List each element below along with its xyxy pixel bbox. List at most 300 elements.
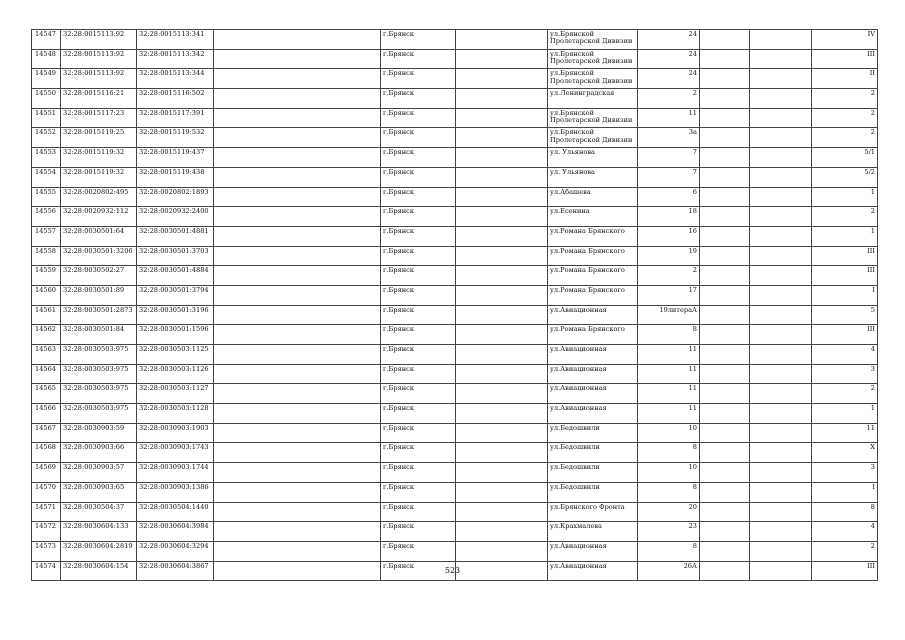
empty-cell (214, 285, 381, 305)
street-cell: ул. Ульянова (548, 167, 638, 187)
street-cell: ул.Есенина (548, 207, 638, 227)
empty-cell (214, 345, 381, 365)
cadastral-number-cell: 32:28:0030503:1126 (137, 364, 214, 384)
apartment-cell: 1 (812, 226, 878, 246)
cadastral-block-cell: 32:28:0030501:2873 (61, 305, 137, 325)
row-number-cell: 14553 (32, 148, 61, 168)
table-row (32, 345, 878, 365)
table-row (32, 404, 878, 424)
empty-cell (750, 502, 812, 522)
row-number-cell: 14550 (32, 89, 61, 109)
cadastral-block-cell: 32:28:0020802:495 (61, 187, 137, 207)
table-row (32, 541, 878, 561)
apartment-cell: 5 (812, 305, 878, 325)
city-cell: г.Брянск (381, 49, 456, 69)
street-cell: ул.Брянской Пролетарской Дивизии (548, 49, 638, 69)
empty-cell (700, 345, 750, 365)
empty-cell (214, 148, 381, 168)
empty-cell (456, 108, 548, 128)
cadastral-block-cell: 32:28:0030503:975 (61, 404, 137, 424)
empty-cell (700, 266, 750, 286)
empty-cell (750, 482, 812, 502)
row-number-cell: 14566 (32, 404, 61, 424)
apartment-cell: III (812, 561, 878, 581)
empty-cell (700, 187, 750, 207)
house-cell: 2 (638, 266, 700, 286)
table-row (32, 226, 878, 246)
empty-cell (700, 364, 750, 384)
apartment-cell: 1 (812, 404, 878, 424)
street-cell: ул. Ульянова (548, 148, 638, 168)
street-cell: ул.Авиационная (548, 561, 638, 581)
row-number-cell: 14560 (32, 285, 61, 305)
empty-cell (214, 246, 381, 266)
row-number-cell: 14561 (32, 305, 61, 325)
table-row (32, 49, 878, 69)
house-cell: 23 (638, 522, 700, 542)
empty-cell (214, 305, 381, 325)
street-cell: ул.Авиационная (548, 305, 638, 325)
apartment-cell: 4 (812, 522, 878, 542)
empty-cell (750, 167, 812, 187)
house-cell: 19 (638, 246, 700, 266)
apartment-cell: 3 (812, 364, 878, 384)
street-cell: ул.Романа Брянского (548, 246, 638, 266)
street-cell: ул.Романа Брянского (548, 285, 638, 305)
empty-cell (214, 423, 381, 443)
empty-cell (700, 128, 750, 148)
row-number-cell: 14551 (32, 108, 61, 128)
city-cell: г.Брянск (381, 384, 456, 404)
apartment-cell: 4 (812, 345, 878, 365)
table-row (32, 463, 878, 483)
cadastral-number-cell: 32:28:0030504:1440 (137, 502, 214, 522)
house-cell: 2 (638, 89, 700, 109)
city-cell: г.Брянск (381, 128, 456, 148)
cadastral-block-cell: 32:28:0015119:32 (61, 167, 137, 187)
empty-cell (456, 541, 548, 561)
empty-cell (700, 226, 750, 246)
city-cell: г.Брянск (381, 463, 456, 483)
empty-cell (456, 384, 548, 404)
cadastral-number-cell: 32:28:0030503:1128 (137, 404, 214, 424)
city-cell: г.Брянск (381, 207, 456, 227)
house-cell: 10 (638, 463, 700, 483)
house-cell: 19литераА (638, 305, 700, 325)
empty-cell (750, 266, 812, 286)
table-row (32, 207, 878, 227)
empty-cell (700, 69, 750, 89)
empty-cell (456, 285, 548, 305)
row-number-cell: 14568 (32, 443, 61, 463)
row-number-cell: 14570 (32, 482, 61, 502)
cadastral-number-cell: 32:28:0030604:3294 (137, 541, 214, 561)
empty-cell (214, 30, 381, 50)
house-cell: 10 (638, 423, 700, 443)
table-row (32, 187, 878, 207)
house-cell: 7 (638, 167, 700, 187)
empty-cell (700, 49, 750, 69)
row-number-cell: 14555 (32, 187, 61, 207)
row-number-cell: 14572 (32, 522, 61, 542)
cadastral-block-cell: 32:28:0015113:92 (61, 49, 137, 69)
cadastral-number-cell: 32:28:0030903:1743 (137, 443, 214, 463)
table-row (32, 148, 878, 168)
apartment-cell: I (812, 482, 878, 502)
cadastral-block-cell: 32:28:0015119:32 (61, 148, 137, 168)
property-table (31, 29, 878, 581)
house-cell: 18 (638, 207, 700, 227)
empty-cell (750, 30, 812, 50)
empty-cell (750, 404, 812, 424)
row-number-cell: 14554 (32, 167, 61, 187)
row-number-cell: 14564 (32, 364, 61, 384)
empty-cell (214, 325, 381, 345)
empty-cell (700, 246, 750, 266)
cadastral-number-cell: 32:28:0015113:344 (137, 69, 214, 89)
table-row (32, 30, 878, 50)
cadastral-block-cell: 32:28:0015117:23 (61, 108, 137, 128)
house-cell: 11 (638, 364, 700, 384)
apartment-cell: 2 (812, 384, 878, 404)
cadastral-number-cell: 32:28:0030903:1386 (137, 482, 214, 502)
empty-cell (456, 187, 548, 207)
cadastral-block-cell: 32:28:0030501:64 (61, 226, 137, 246)
empty-cell (750, 69, 812, 89)
empty-cell (456, 69, 548, 89)
cadastral-number-cell: 32:28:0030903:1744 (137, 463, 214, 483)
empty-cell (456, 128, 548, 148)
cadastral-block-cell: 32:28:0030502:27 (61, 266, 137, 286)
empty-cell (456, 305, 548, 325)
table-row (32, 266, 878, 286)
cadastral-number-cell: 32:28:0020932:2400 (137, 207, 214, 227)
empty-cell (456, 345, 548, 365)
cadastral-number-cell: 32:28:0030604:3984 (137, 522, 214, 542)
street-cell: ул.Романа Брянского (548, 266, 638, 286)
table-row (32, 325, 878, 345)
cadastral-number-cell: 32:28:0020802:1893 (137, 187, 214, 207)
empty-cell (750, 49, 812, 69)
empty-cell (214, 69, 381, 89)
empty-cell (700, 207, 750, 227)
empty-cell (214, 502, 381, 522)
empty-cell (214, 207, 381, 227)
house-cell: 8 (638, 482, 700, 502)
empty-cell (456, 404, 548, 424)
row-number-cell: 14556 (32, 207, 61, 227)
empty-cell (214, 266, 381, 286)
street-cell: ул.Бедошвили (548, 423, 638, 443)
empty-cell (750, 325, 812, 345)
house-cell: 11 (638, 384, 700, 404)
empty-cell (750, 463, 812, 483)
row-number-cell: 14574 (32, 561, 61, 581)
cadastral-block-cell: 32:28:0030604:154 (61, 561, 137, 581)
house-cell: 26А (638, 561, 700, 581)
apartment-cell: 5/1 (812, 148, 878, 168)
page-number: 523 (444, 566, 461, 575)
cadastral-block-cell: 32:28:0030903:57 (61, 463, 137, 483)
house-cell: 8 (638, 541, 700, 561)
row-number-cell: 14567 (32, 423, 61, 443)
row-number-cell: 14552 (32, 128, 61, 148)
apartment-cell: 3 (812, 463, 878, 483)
street-cell: ул.Брянской Пролетарской Дивизии (548, 69, 638, 89)
house-cell: 8 (638, 325, 700, 345)
empty-cell (456, 226, 548, 246)
apartment-cell: I (812, 285, 878, 305)
cadastral-number-cell: 32:28:0030501:3196 (137, 305, 214, 325)
cadastral-block-cell: 32:28:0015116:21 (61, 89, 137, 109)
street-cell: ул.Авиационная (548, 404, 638, 424)
empty-cell (214, 226, 381, 246)
city-cell: г.Брянск (381, 108, 456, 128)
street-cell: ул.Брянской Пролетарской Дивизии (548, 30, 638, 50)
table-row (32, 128, 878, 148)
row-number-cell: 14548 (32, 49, 61, 69)
empty-cell (700, 285, 750, 305)
house-cell: 8 (638, 443, 700, 463)
cadastral-block-cell: 32:28:0020932:112 (61, 207, 137, 227)
cadastral-number-cell: 32:28:0030604:3867 (137, 561, 214, 581)
city-cell: г.Брянск (381, 404, 456, 424)
apartment-cell: III (812, 325, 878, 345)
empty-cell (456, 49, 548, 69)
table-row (32, 108, 878, 128)
street-cell: ул.Бедошвили (548, 482, 638, 502)
city-cell: г.Брянск (381, 364, 456, 384)
street-cell: ул.Брянского Фронта (548, 502, 638, 522)
street-cell: ул.Авиационная (548, 384, 638, 404)
house-cell: 17 (638, 285, 700, 305)
cadastral-number-cell: 32:28:0030501:4884 (137, 266, 214, 286)
empty-cell (214, 404, 381, 424)
house-cell: 24 (638, 69, 700, 89)
table-row (32, 423, 878, 443)
city-cell: г.Брянск (381, 522, 456, 542)
row-number-cell: 14559 (32, 266, 61, 286)
street-cell: ул.Крахмалева (548, 522, 638, 542)
cadastral-number-cell: 32:28:0030501:1596 (137, 325, 214, 345)
house-cell: 20 (638, 502, 700, 522)
city-cell: г.Брянск (381, 482, 456, 502)
empty-cell (750, 108, 812, 128)
row-number-cell: 14571 (32, 502, 61, 522)
empty-cell (700, 30, 750, 50)
table-row (32, 89, 878, 109)
table-row (32, 384, 878, 404)
empty-cell (700, 305, 750, 325)
empty-cell (750, 187, 812, 207)
empty-cell (456, 325, 548, 345)
apartment-cell: III (812, 246, 878, 266)
table-row (32, 522, 878, 542)
empty-cell (750, 345, 812, 365)
empty-cell (700, 463, 750, 483)
city-cell: г.Брянск (381, 187, 456, 207)
house-cell: 6 (638, 187, 700, 207)
table-row (32, 443, 878, 463)
city-cell: г.Брянск (381, 423, 456, 443)
street-cell: ул.Бедошвили (548, 443, 638, 463)
empty-cell (214, 187, 381, 207)
row-number-cell: 14547 (32, 30, 61, 50)
apartment-cell: 11 (812, 423, 878, 443)
row-number-cell: 14569 (32, 463, 61, 483)
empty-cell (456, 30, 548, 50)
empty-cell (700, 89, 750, 109)
city-cell: г.Брянск (381, 285, 456, 305)
city-cell: г.Брянск (381, 148, 456, 168)
city-cell: г.Брянск (381, 266, 456, 286)
empty-cell (750, 246, 812, 266)
apartment-cell: 5/2 (812, 167, 878, 187)
cadastral-block-cell: 32:28:0030604:133 (61, 522, 137, 542)
cadastral-number-cell: 32:28:0030501:4881 (137, 226, 214, 246)
empty-cell (456, 443, 548, 463)
city-cell: г.Брянск (381, 325, 456, 345)
cadastral-block-cell: 32:28:0030503:975 (61, 384, 137, 404)
table-body (32, 30, 878, 581)
empty-cell (214, 89, 381, 109)
empty-cell (456, 207, 548, 227)
empty-cell (214, 541, 381, 561)
apartment-cell: 2 (812, 541, 878, 561)
empty-cell (214, 364, 381, 384)
empty-cell (750, 364, 812, 384)
empty-cell (700, 423, 750, 443)
city-cell: г.Брянск (381, 502, 456, 522)
row-number-cell: 14562 (32, 325, 61, 345)
empty-cell (214, 49, 381, 69)
empty-cell (456, 148, 548, 168)
empty-cell (214, 108, 381, 128)
empty-cell (700, 502, 750, 522)
cadastral-number-cell: 32:28:0030503:1127 (137, 384, 214, 404)
city-cell: г.Брянск (381, 541, 456, 561)
empty-cell (750, 207, 812, 227)
street-cell: ул.Романа Брянского (548, 226, 638, 246)
empty-cell (214, 384, 381, 404)
empty-cell (700, 167, 750, 187)
house-cell: 7 (638, 148, 700, 168)
apartment-cell: II (812, 69, 878, 89)
apartment-cell: 1 (812, 187, 878, 207)
street-cell: ул.Бедошвили (548, 463, 638, 483)
empty-cell (750, 443, 812, 463)
street-cell: ул.Авиационная (548, 364, 638, 384)
cadastral-number-cell: 32:28:0015119:437 (137, 148, 214, 168)
empty-cell (750, 128, 812, 148)
apartment-cell: 2 (812, 128, 878, 148)
empty-cell (456, 364, 548, 384)
street-cell: ул.Брянской Пролетарской Дивизии (548, 108, 638, 128)
empty-cell (750, 305, 812, 325)
house-cell: 24 (638, 49, 700, 69)
apartment-cell: IV (812, 30, 878, 50)
empty-cell (700, 482, 750, 502)
empty-cell (456, 482, 548, 502)
table-row (32, 69, 878, 89)
table-row (32, 305, 878, 325)
empty-cell (456, 246, 548, 266)
empty-cell (456, 423, 548, 443)
cadastral-block-cell: 32:28:0030501:3206 (61, 246, 137, 266)
empty-cell (750, 226, 812, 246)
empty-cell (214, 522, 381, 542)
cadastral-block-cell: 32:28:0015119:25 (61, 128, 137, 148)
empty-cell (700, 148, 750, 168)
empty-cell (700, 384, 750, 404)
cadastral-block-cell: 32:28:0030501:84 (61, 325, 137, 345)
house-cell: 11 (638, 404, 700, 424)
empty-cell (750, 384, 812, 404)
empty-cell (456, 266, 548, 286)
empty-cell (456, 522, 548, 542)
table-row (32, 482, 878, 502)
house-cell: 11 (638, 108, 700, 128)
empty-cell (456, 502, 548, 522)
cadastral-block-cell: 32:28:0030503:975 (61, 364, 137, 384)
empty-cell (750, 285, 812, 305)
street-cell: ул.Ленинградская (548, 89, 638, 109)
table-row (32, 246, 878, 266)
city-cell: г.Брянск (381, 89, 456, 109)
empty-cell (456, 89, 548, 109)
cadastral-number-cell: 32:28:0030501:3794 (137, 285, 214, 305)
apartment-cell: 8 (812, 502, 878, 522)
cadastral-block-cell: 32:28:0030504:37 (61, 502, 137, 522)
empty-cell (456, 167, 548, 187)
cadastral-number-cell: 32:28:0015117:391 (137, 108, 214, 128)
empty-cell (700, 325, 750, 345)
empty-cell (214, 482, 381, 502)
cadastral-block-cell: 32:28:0030903:66 (61, 443, 137, 463)
cadastral-number-cell: 32:28:0030503:1125 (137, 345, 214, 365)
empty-cell (214, 167, 381, 187)
cadastral-block-cell: 32:28:0030503:975 (61, 345, 137, 365)
row-number-cell: 14557 (32, 226, 61, 246)
apartment-cell: III (812, 266, 878, 286)
table-row (32, 285, 878, 305)
empty-cell (750, 541, 812, 561)
cadastral-number-cell: 32:28:0015113:342 (137, 49, 214, 69)
table-row (32, 364, 878, 384)
city-cell: г.Брянск (381, 443, 456, 463)
row-number-cell: 14563 (32, 345, 61, 365)
street-cell: ул.Авиационная (548, 541, 638, 561)
city-cell: г.Брянск (381, 305, 456, 325)
cadastral-block-cell: 32:28:0030501:89 (61, 285, 137, 305)
cadastral-block-cell: 32:28:0030604:2819 (61, 541, 137, 561)
cadastral-number-cell: 32:28:0030501:3703 (137, 246, 214, 266)
street-cell: ул.Авиационная (548, 345, 638, 365)
table-row (32, 502, 878, 522)
row-number-cell: 14549 (32, 69, 61, 89)
cadastral-block-cell: 32:28:0030903:65 (61, 482, 137, 502)
street-cell: ул.Брянской Пролетарской Дивизии (548, 128, 638, 148)
cadastral-number-cell: 32:28:0015119:532 (137, 128, 214, 148)
cadastral-block-cell: 32:28:0030903:59 (61, 423, 137, 443)
apartment-cell: III (812, 49, 878, 69)
row-number-cell: 14558 (32, 246, 61, 266)
street-cell: ул.Абашева (548, 187, 638, 207)
cadastral-number-cell: 32:28:0015119:438 (137, 167, 214, 187)
cadastral-number-cell: 32:28:0015113:341 (137, 30, 214, 50)
empty-cell (750, 423, 812, 443)
cadastral-block-cell: 32:28:0015113:92 (61, 30, 137, 50)
